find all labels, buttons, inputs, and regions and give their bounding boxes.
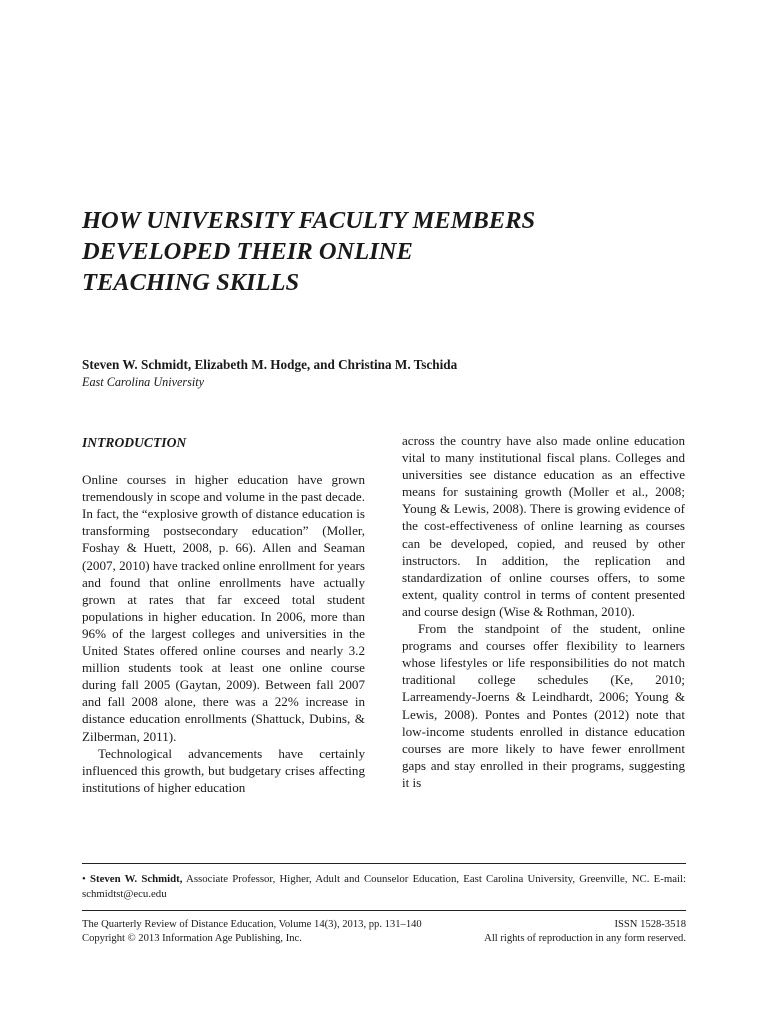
footnote-bullet: • <box>82 873 86 885</box>
title-line-1: HOW UNIVERSITY FACULTY MEMBERS <box>82 207 536 234</box>
rights-notice: All rights of reproduction in any form reserved. <box>484 933 686 944</box>
right-column <box>402 432 685 791</box>
right-paragraph-2: From the standpoint of the student, online programs and courses offer flexibility to learners whose lifestyles or life responsibilities do not match traditional college schedules (Ke, 2010; Larreamendy-Joerns & Leindhardt, 2006; Young & Lewis, 2008). Pontes and Pontes (2012) note that low-income students enrolled in distance education courses are more likely to have fewer enrollment gaps and stay enrolled in their programs, suggesting it is <box>402 621 685 790</box>
footnote-divider <box>82 863 686 864</box>
right-paragraph-1: across the country have also made online education vital to many institutional fiscal plans. Colleges and universities see distance education as an effective means for sustaining growth (Moller et al., 2008; Young & Lewis, 2008). There is growing evidence of the cost-effectiveness of online learning as courses can be developed, copied, and reused by other instructors. In addition, the replication and standardization of online courses offers, to some extent, quality control in terms of content presented and course design (Wise & Rothman, 2010). <box>402 433 685 619</box>
issn: ISSN 1528-3518 <box>614 919 686 930</box>
footnote-text: Associate Professor, Higher, Adult and Counselor Education, East Carolina University, Greenville, NC. E-mail: schmidtst@ecu.edu <box>82 873 687 900</box>
author-list: Steven W. Schmidt, Elizabeth M. Hodge, and Christina M. Tschida <box>82 357 458 372</box>
article-title <box>82 205 682 298</box>
copyright: Copyright © 2013 Information Age Publishing, Inc. <box>82 933 302 944</box>
footer-row-2 <box>82 932 686 946</box>
intro-paragraph-1: Online courses in higher education have grown tremendously in scope and volume in the past decade. In fact, the “explosive growth of distance education is transforming postsecondary education” (Moller, Foshay & Huett, 2008, p. 66). Allen and Seaman (2007, 2010) have tracked online enrollment for years and found that online enrollments have actually grown at rates that far exceed total student populations in higher education. In 2006, more than 96% of the largest colleges and universities in the United States offered online courses and nearly 3.2 million students took at least one online course during fall 2005 (Gaytan, 2009). Between fall 2007 and fall 2008 alone, there was a 22% increase in distance education enrollments (Shattuck, Dubins, & Zilberman, 2011). <box>82 472 365 744</box>
affiliation: East Carolina University <box>82 375 205 389</box>
section-heading-introduction: INTRODUCTION <box>82 435 187 450</box>
title-line-2: DEVELOPED THEIR ONLINE <box>82 238 413 265</box>
footer-row-1 <box>82 918 686 932</box>
left-column <box>82 432 365 796</box>
intro-paragraph-2: Technological advancements have certainly influenced this growth, but budgetary crises affecting institutions of higher education <box>82 745 365 795</box>
author-footnote <box>82 872 686 902</box>
journal-citation: The Quarterly Review of Distance Education, Volume 14(3), 2013, pp. 131–140 <box>82 919 422 930</box>
footnote-author-name: Steven W. Schmidt, <box>90 873 183 885</box>
title-line-3: TEACHING SKILLS <box>82 269 300 296</box>
footer-divider <box>82 910 686 911</box>
